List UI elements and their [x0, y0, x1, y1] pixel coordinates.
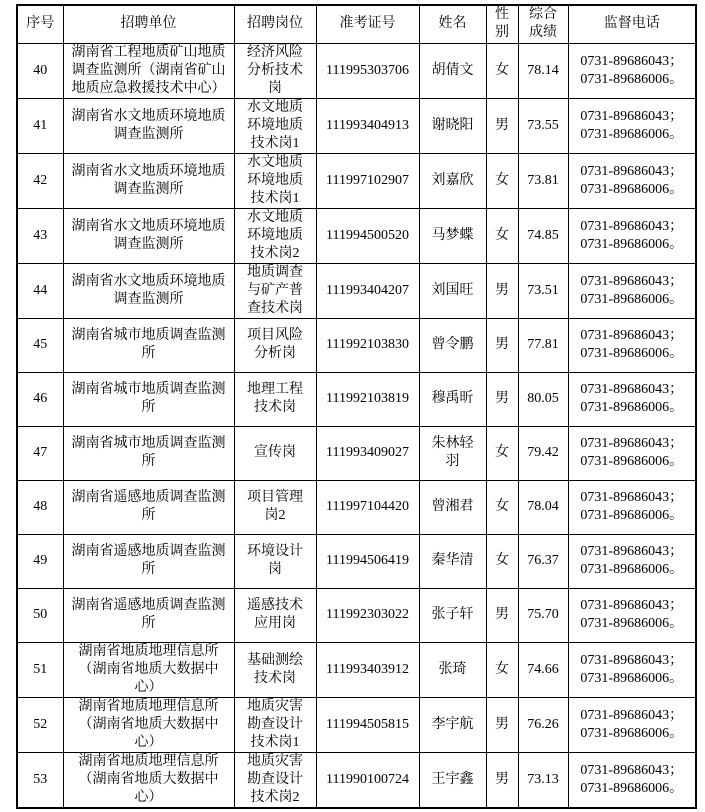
table-row	[17, 534, 696, 588]
cell-phone: 0731-89686043；0731-89686006。	[568, 752, 696, 808]
cell-phone: 0731-89686043；0731-89686006。	[568, 642, 696, 697]
cell-name: 穆禹昕	[419, 372, 486, 426]
cell-serial: 41	[17, 98, 63, 153]
cell-serial: 48	[17, 480, 63, 534]
cell-unit: 湖南省水文地质环境地质调查监测所	[63, 153, 234, 208]
cell-phone: 0731-89686043；0731-89686006。	[568, 153, 696, 208]
cell-name: 曾湘君	[419, 480, 486, 534]
cell-gender: 女	[486, 43, 518, 98]
cell-unit: 湖南省水文地质环境地质调查监测所	[63, 208, 234, 263]
cell-score: 78.04	[518, 480, 568, 534]
cell-score: 76.37	[518, 534, 568, 588]
cell-position: 项目风险分析岗	[234, 318, 316, 372]
cell-phone: 0731-89686043；0731-89686006。	[568, 697, 696, 752]
header-gender: 性别	[486, 5, 518, 43]
cell-name: 张琦	[419, 642, 486, 697]
table-row	[17, 480, 696, 534]
table-row	[17, 642, 696, 697]
cell-score: 80.05	[518, 372, 568, 426]
cell-ticket-number: 111993409027	[316, 426, 419, 480]
cell-serial: 45	[17, 318, 63, 372]
table-row	[17, 98, 696, 153]
cell-score: 78.14	[518, 43, 568, 98]
header-name: 姓名	[419, 5, 486, 43]
header-serial: 序号	[17, 5, 63, 43]
cell-score: 73.13	[518, 752, 568, 808]
cell-name: 秦华清	[419, 534, 486, 588]
cell-gender: 男	[486, 263, 518, 318]
header-position: 招聘岗位	[234, 5, 316, 43]
table-row	[17, 208, 696, 263]
table-row	[17, 263, 696, 318]
cell-phone: 0731-89686043；0731-89686006。	[568, 372, 696, 426]
cell-ticket-number: 111990100724	[316, 752, 419, 808]
cell-serial: 50	[17, 588, 63, 642]
cell-position: 项目管理岗2	[234, 480, 316, 534]
table-header	[17, 5, 696, 43]
cell-position: 水文地质环境地质技术岗1	[234, 98, 316, 153]
cell-serial: 49	[17, 534, 63, 588]
cell-name: 李宇航	[419, 697, 486, 752]
cell-phone: 0731-89686043；0731-89686006。	[568, 43, 696, 98]
cell-gender: 男	[486, 318, 518, 372]
cell-score: 73.51	[518, 263, 568, 318]
cell-gender: 男	[486, 372, 518, 426]
header-score: 综合成绩	[518, 5, 568, 43]
cell-position: 地理工程技术岗	[234, 372, 316, 426]
cell-score: 74.85	[518, 208, 568, 263]
cell-phone: 0731-89686043；0731-89686006。	[568, 480, 696, 534]
cell-serial: 47	[17, 426, 63, 480]
cell-ticket-number: 111993404913	[316, 98, 419, 153]
cell-gender: 男	[486, 98, 518, 153]
header-phone: 监督电话	[568, 5, 696, 43]
cell-name: 马梦蝶	[419, 208, 486, 263]
cell-name: 刘国旺	[419, 263, 486, 318]
cell-position: 地质灾害勘查设计技术岗2	[234, 752, 316, 808]
cell-score: 76.26	[518, 697, 568, 752]
cell-position: 基础测绘技术岗	[234, 642, 316, 697]
cell-ticket-number: 111992103819	[316, 372, 419, 426]
header-unit: 招聘单位	[63, 5, 234, 43]
results-table	[16, 4, 697, 809]
cell-unit: 湖南省遥感地质调查监测所	[63, 534, 234, 588]
cell-serial: 52	[17, 697, 63, 752]
cell-position: 遥感技术应用岗	[234, 588, 316, 642]
cell-ticket-number: 111994506419	[316, 534, 419, 588]
cell-position: 水文地质环境地质技术岗2	[234, 208, 316, 263]
cell-unit: 湖南省城市地质调查监测所	[63, 426, 234, 480]
cell-phone: 0731-89686043；0731-89686006。	[568, 208, 696, 263]
cell-unit: 湖南省水文地质环境地质调查监测所	[63, 263, 234, 318]
cell-name: 曾令鹏	[419, 318, 486, 372]
table-row	[17, 372, 696, 426]
cell-ticket-number: 111995303706	[316, 43, 419, 98]
cell-serial: 53	[17, 752, 63, 808]
cell-serial: 42	[17, 153, 63, 208]
cell-ticket-number: 111997102907	[316, 153, 419, 208]
header-ticket-number: 准考证号	[316, 5, 419, 43]
cell-ticket-number: 111994505815	[316, 697, 419, 752]
header-row	[17, 5, 696, 43]
cell-ticket-number: 111992303022	[316, 588, 419, 642]
cell-serial: 43	[17, 208, 63, 263]
cell-gender: 女	[486, 208, 518, 263]
cell-serial: 51	[17, 642, 63, 697]
cell-score: 74.66	[518, 642, 568, 697]
cell-name: 谢晓阳	[419, 98, 486, 153]
cell-score: 75.70	[518, 588, 568, 642]
cell-unit: 湖南省地质地理信息所（湖南省地质大数据中心）	[63, 642, 234, 697]
table-row	[17, 318, 696, 372]
cell-score: 73.55	[518, 98, 568, 153]
cell-name: 胡倩文	[419, 43, 486, 98]
cell-phone: 0731-89686043；0731-89686006。	[568, 98, 696, 153]
cell-position: 水文地质环境地质技术岗1	[234, 153, 316, 208]
cell-position: 经济风险分析技术岗	[234, 43, 316, 98]
cell-name: 朱林轻羽	[419, 426, 486, 480]
cell-unit: 湖南省地质地理信息所（湖南省地质大数据中心）	[63, 752, 234, 808]
cell-position: 地质灾害勘查设计技术岗1	[234, 697, 316, 752]
cell-gender: 男	[486, 752, 518, 808]
table-row	[17, 752, 696, 808]
cell-phone: 0731-89686043；0731-89686006。	[568, 318, 696, 372]
cell-unit: 湖南省地质地理信息所（湖南省地质大数据中心）	[63, 697, 234, 752]
cell-gender: 女	[486, 153, 518, 208]
cell-name: 王宇鑫	[419, 752, 486, 808]
cell-phone: 0731-89686043；0731-89686006。	[568, 426, 696, 480]
cell-unit: 湖南省城市地质调查监测所	[63, 318, 234, 372]
cell-phone: 0731-89686043；0731-89686006。	[568, 534, 696, 588]
cell-ticket-number: 111992103830	[316, 318, 419, 372]
cell-unit: 湖南省水文地质环境地质调查监测所	[63, 98, 234, 153]
results-table-body	[17, 43, 696, 808]
cell-gender: 女	[486, 426, 518, 480]
cell-unit: 湖南省遥感地质调查监测所	[63, 588, 234, 642]
cell-ticket-number: 111993403912	[316, 642, 419, 697]
table-row	[17, 43, 696, 98]
cell-score: 79.42	[518, 426, 568, 480]
cell-phone: 0731-89686043；0731-89686006。	[568, 588, 696, 642]
cell-gender: 男	[486, 588, 518, 642]
cell-phone: 0731-89686043；0731-89686006。	[568, 263, 696, 318]
cell-gender: 男	[486, 697, 518, 752]
table-row	[17, 697, 696, 752]
cell-serial: 46	[17, 372, 63, 426]
cell-gender: 女	[486, 642, 518, 697]
table-row	[17, 153, 696, 208]
cell-serial: 44	[17, 263, 63, 318]
cell-name: 刘嘉欣	[419, 153, 486, 208]
cell-position: 环境设计岗	[234, 534, 316, 588]
cell-serial: 40	[17, 43, 63, 98]
cell-position: 地质调查与矿产普查技术岗	[234, 263, 316, 318]
cell-position: 宣传岗	[234, 426, 316, 480]
cell-unit: 湖南省遥感地质调查监测所	[63, 480, 234, 534]
cell-unit: 湖南省工程地质矿山地质调查监测所（湖南省矿山地质应急救援技术中心）	[63, 43, 234, 98]
cell-score: 77.81	[518, 318, 568, 372]
cell-ticket-number: 111997104420	[316, 480, 419, 534]
cell-unit: 湖南省城市地质调查监测所	[63, 372, 234, 426]
cell-score: 73.81	[518, 153, 568, 208]
table-row	[17, 588, 696, 642]
cell-gender: 女	[486, 480, 518, 534]
cell-ticket-number: 111993404207	[316, 263, 419, 318]
table-row	[17, 426, 696, 480]
cell-name: 张子轩	[419, 588, 486, 642]
cell-gender: 女	[486, 534, 518, 588]
cell-ticket-number: 111994500520	[316, 208, 419, 263]
